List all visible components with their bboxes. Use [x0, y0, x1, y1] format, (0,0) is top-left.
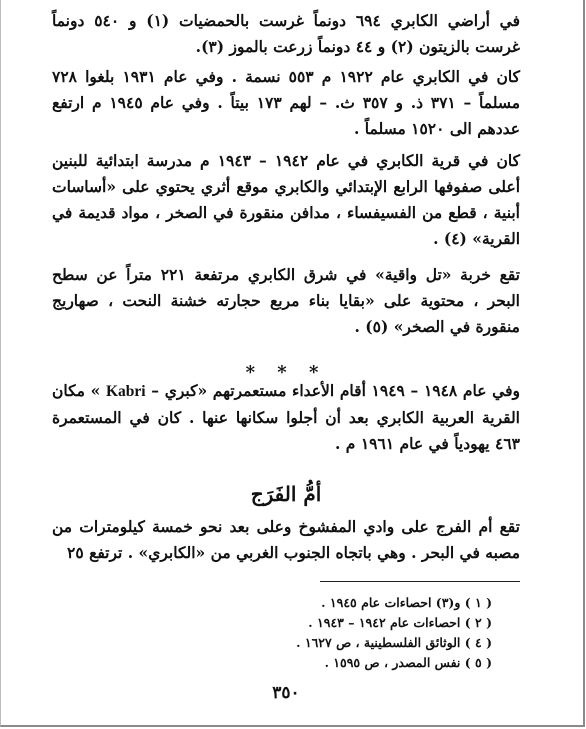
- footnote-2: ( ٢ ) احصاءات عام ١٩٤٢ – ١٩٤٣ .: [308, 615, 492, 630]
- book-page: [52, 0, 520, 729]
- paragraph-umm-al-faraj: تقع أم الفرج على وادي المفشوخ وعلى بعد نحو خمسة كيلومترات من مصبه في البحر . وهي باتجاه الجنوب الغربي من «الكابري» . ترتفع ٢٥: [52, 517, 520, 562]
- paragraph-population: كان في الكابري عام ١٩٢٢ م ٥٥٣ نسمة . وفي عام ١٩٣١ بلغوا ٧٢٨ مسلماً – ٣٧١ ذ. و ٣٥٧ ث. – لهم ١٧٣ بيتاً . وفي عام ١٩٤٥ م ارتفع عددهم الى ١٥٢٠ مسلماً .: [52, 67, 521, 138]
- footnote-4: ( ٤ ) الوثائق الفلسطينية ، ص ١٦٢٧ .: [296, 635, 492, 650]
- paragraph-tel-waqiya: تقع خربة «تل واقية» في شرق الكابري مرتفعة ٢٢١ متراً عن سطح البحر ، محتوية على «بقايا بناء مربع حجارته خشنة النحت ، صهاريج منقورة في الصخر» (٥) .: [52, 265, 520, 336]
- paragraph-settlement: [52, 378, 520, 457]
- settlement-text-before: وفي عام ١٩٤٨ – ١٩٤٩ أقام الأعداء مستعمرتهم «كبري –: [151, 381, 520, 400]
- paragraph-school-archaeology: كان في قرية الكابري في عام ١٩٤٢ – ١٩٤٣ م مدرسة ابتدائية للبنين أعلى صفوفها الرابع الإبتدائي والكابري موقع أثري يحتوي على «أساسات أبنية ، قطع من الفسيفساء ، مدافن منقورة في الصخر ، مواد قديمة في القرية» (٤) .: [52, 151, 520, 248]
- settlement-text-after: » مكان القرية العربية الكابري بعد أن أجلوا سكانها عنها . كان في المستعمرة ٤٦٣ يهودياً في عام ١٩٦١ م .: [52, 381, 520, 453]
- footnote-1-3: ( ١ ) و(٣) احصاءات عام ١٩٤٥ .: [321, 595, 492, 610]
- settlement-latin-name: Kabri: [106, 383, 146, 400]
- footnote-divider: [320, 581, 520, 582]
- paragraph-land-use: في أراضي الكابري ٦٩٤ دونماً غرست بالحمضيات (١) و ٥٤٠ دونماً غرست بالزيتون (٢) و ٤٤ دونماً زرعت بالموز (٣).: [52, 11, 521, 56]
- footnote-5: ( ٥ ) نفس المصدر ، ص ١٥٩٥ .: [324, 655, 492, 670]
- section-separator: * * *: [245, 362, 327, 383]
- section-heading: أمُّ الفَرَج: [250, 482, 322, 506]
- page-number: ٣٥٠: [272, 683, 300, 703]
